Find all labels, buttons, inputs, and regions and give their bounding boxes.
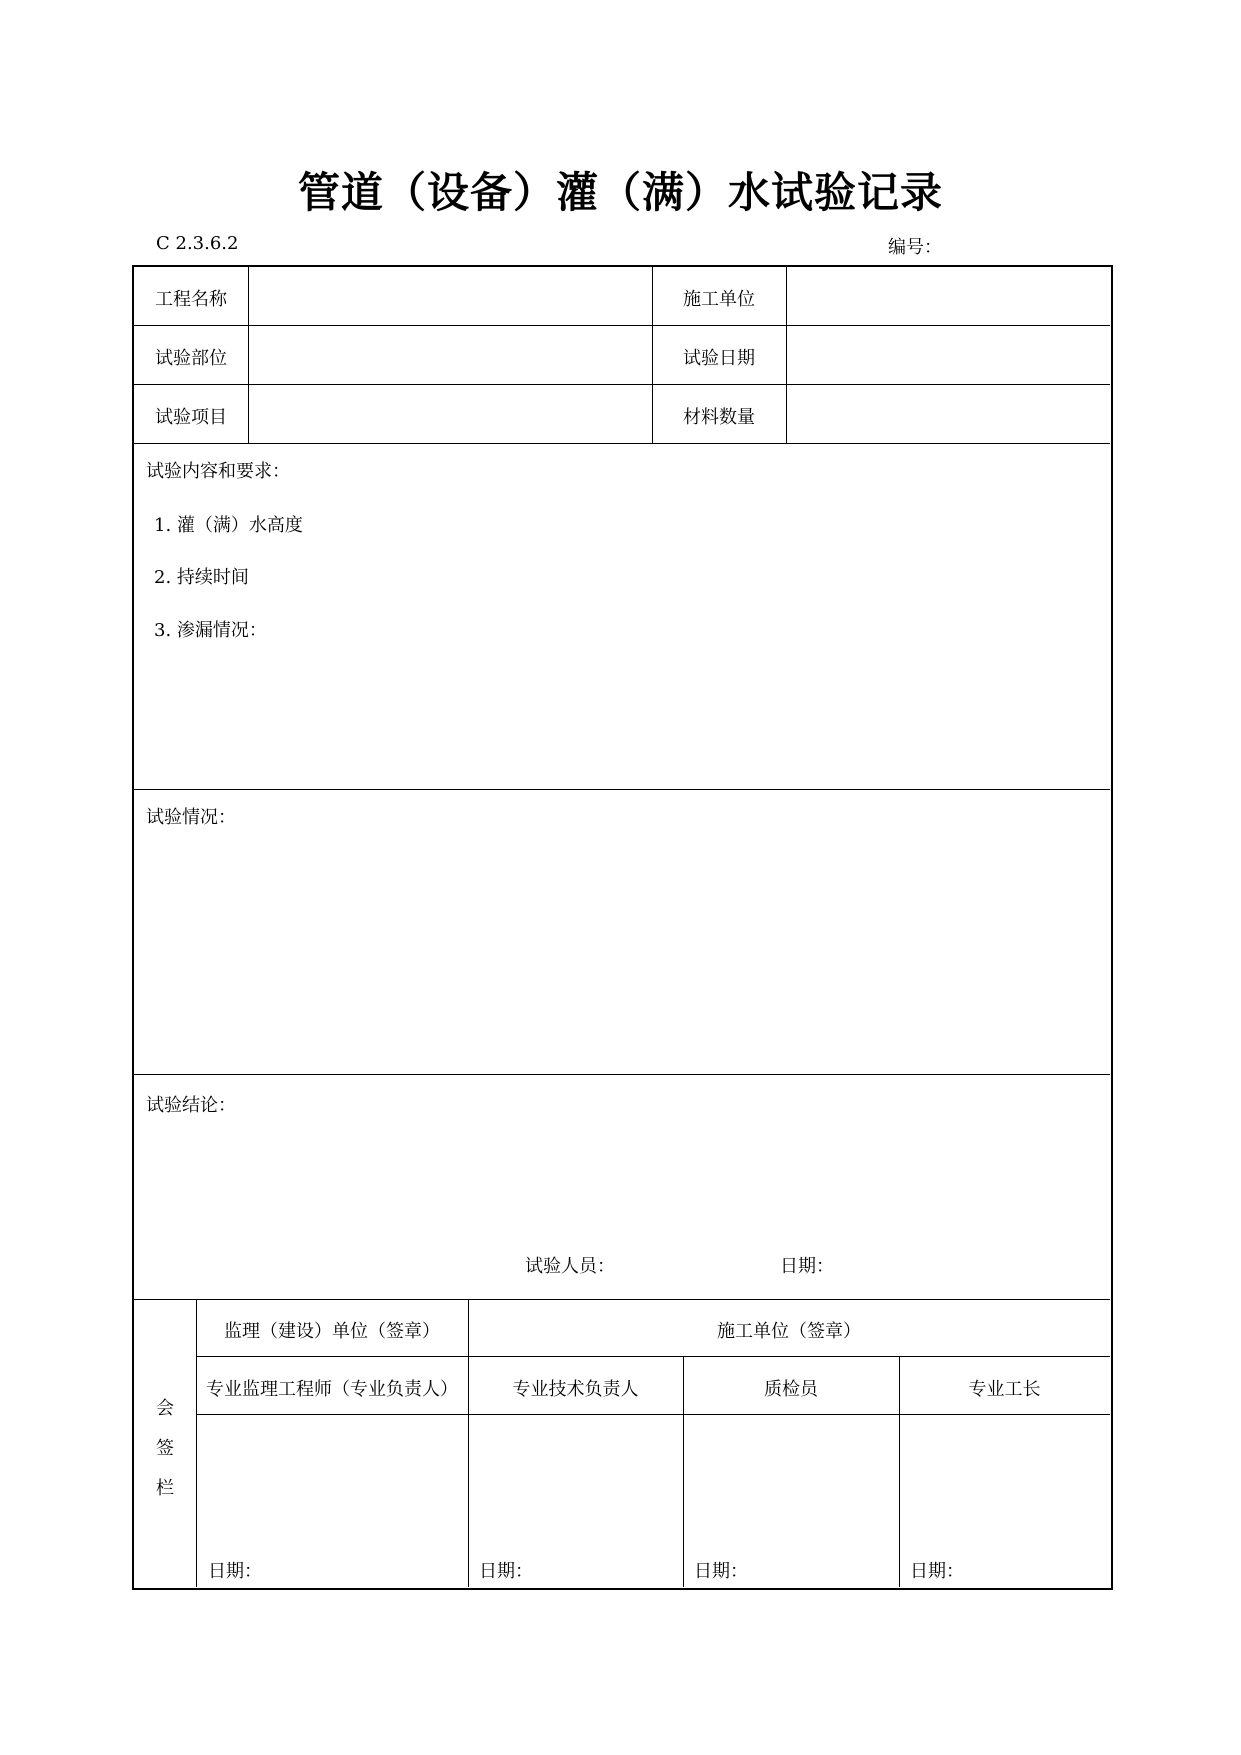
divider <box>134 325 1110 326</box>
material-quantity-label: 材料数量 <box>683 407 755 428</box>
content-item-3: 3. 渗漏情况： <box>154 620 267 641</box>
signature-field[interactable] <box>685 1417 897 1537</box>
divider <box>134 443 1110 444</box>
sign-date-label: 日期： <box>694 1561 748 1582</box>
situation-title: 试验情况： <box>146 807 236 828</box>
test-location-label: 试验部位 <box>155 348 227 369</box>
record-form <box>132 265 1113 1590</box>
contractor-header: 施工单位（签章） <box>717 1321 861 1342</box>
page-title: 管道（设备）灌（满）水试验记录 <box>297 168 943 217</box>
role-foreman: 专业工长 <box>968 1379 1041 1400</box>
divider <box>134 1299 1110 1300</box>
sign-date-label: 日期： <box>479 1561 533 1582</box>
sign-side-label-1: 会 <box>156 1398 174 1419</box>
divider <box>196 1414 1110 1415</box>
test-date-label: 试验日期 <box>683 348 755 369</box>
form-code: C 2.3.6.2 <box>156 233 239 254</box>
signature-field[interactable] <box>470 1417 681 1537</box>
content-item-2: 2. 持续时间 <box>154 567 249 588</box>
project-name-field[interactable] <box>249 268 651 324</box>
project-name-label: 工程名称 <box>155 289 227 310</box>
conclusion-date-label: 日期： <box>780 1256 834 1277</box>
contractor-label: 施工单位 <box>683 289 755 310</box>
test-item-field[interactable] <box>249 386 651 442</box>
role-tech-lead: 专业技术负责人 <box>512 1379 639 1400</box>
role-quality-inspector: 质检员 <box>764 1379 818 1400</box>
content-item-1: 1. 灌（满）水高度 <box>154 515 303 536</box>
signature-field[interactable] <box>198 1417 466 1537</box>
test-item-label: 试验项目 <box>155 407 227 428</box>
sign-side-label-3: 栏 <box>156 1478 174 1499</box>
test-date-field[interactable] <box>787 327 1109 383</box>
content-title: 试验内容和要求： <box>146 461 290 482</box>
divider <box>134 1074 1110 1075</box>
number-label: 编号： <box>888 237 942 258</box>
supervisor-header: 监理（建设）单位（签章） <box>224 1321 440 1342</box>
sign-side-label-2: 签 <box>156 1438 174 1459</box>
divider <box>196 1356 1110 1357</box>
sign-date-label: 日期： <box>910 1561 964 1582</box>
signature-field[interactable] <box>901 1417 1108 1537</box>
divider <box>134 384 1110 385</box>
tester-label: 试验人员： <box>525 1256 615 1277</box>
role-supervisor-engineer: 专业监理工程师（专业负责人） <box>206 1379 458 1400</box>
situation-field[interactable] <box>146 833 1096 1063</box>
sign-date-label: 日期： <box>208 1561 262 1582</box>
contractor-field[interactable] <box>787 268 1109 324</box>
test-location-field[interactable] <box>249 327 651 383</box>
conclusion-title: 试验结论： <box>146 1095 236 1116</box>
material-quantity-field[interactable] <box>787 386 1109 442</box>
conclusion-field[interactable] <box>146 1119 1096 1209</box>
divider <box>134 789 1110 790</box>
